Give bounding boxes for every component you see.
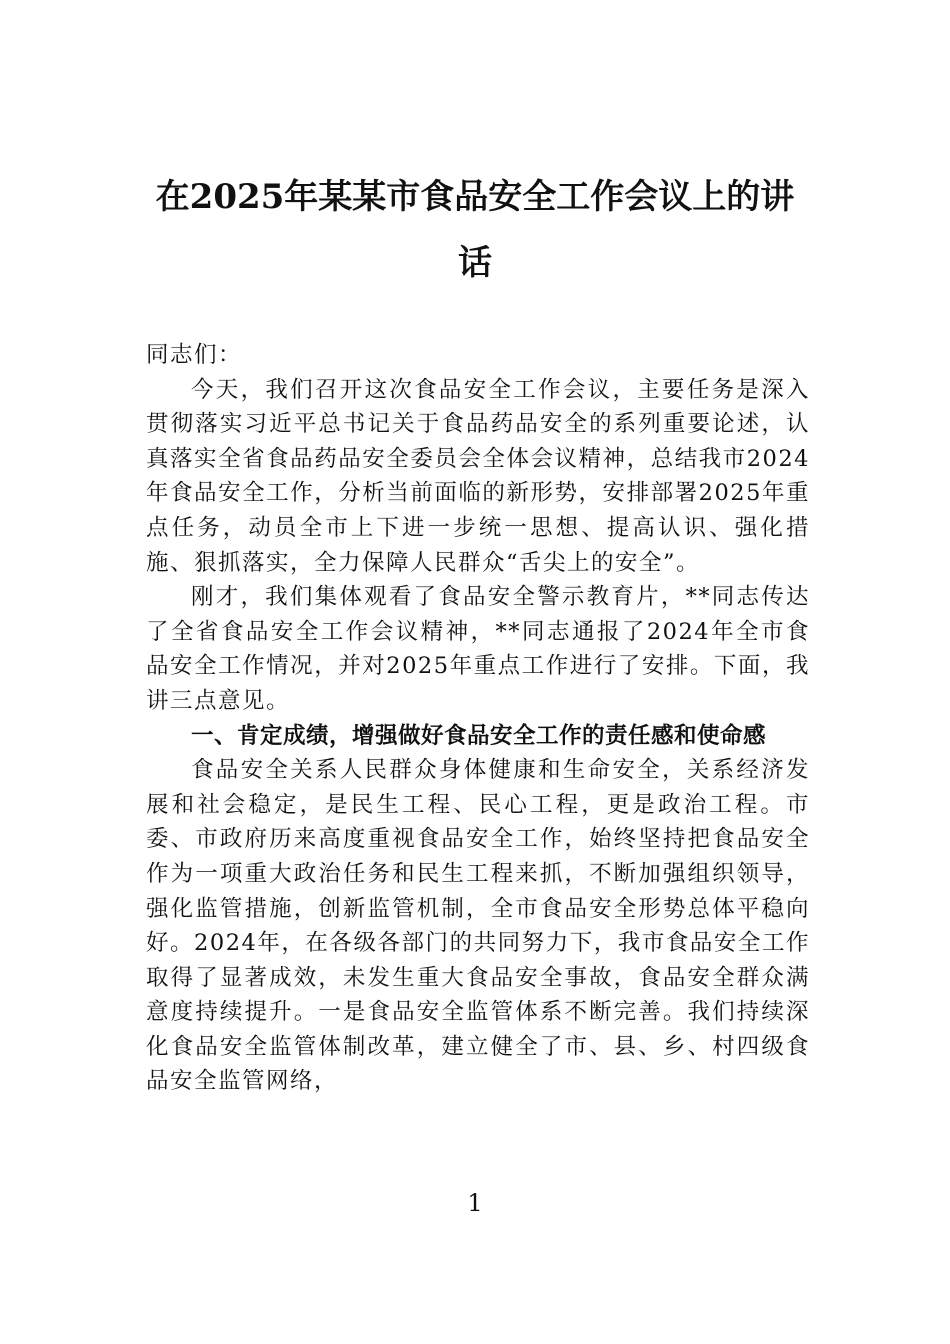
document-title: 在2025年某某市食品安全工作会议上的讲话	[155, 177, 795, 283]
paragraph-agenda: 刚才，我们集体观看了食品安全警示教育片，**同志传达了全省食品安全工作会议精神，**同志通报了2024年全市食品安全工作情况，并对2025年重点工作进行了安排。下面，我讲三点意见。	[146, 584, 810, 714]
salutation: 同志们：	[146, 342, 243, 368]
paragraph-intro: 今天，我们召开这次食品安全工作会议，主要任务是深入贯彻落实习近平总书记关于食品药品安全的系列重要论述，认真落实全省食品药品安全委员会全体会议精神，总结我市2024年食品安全工作，分析当前面临的新形势，安排部署2025年重点任务，动员全市上下进一步统一思想、提高认识、强化措施、狠抓落实，全力保障人民群众“舌尖上的安全”。	[146, 376, 810, 576]
document-body	[146, 338, 810, 1099]
section-paragraph: 食品安全关系人民群众身体健康和生命安全，关系经济发展和社会稳定，是民生工程、民心工程，更是政治工程。市委、市政府历来高度重视食品安全工作，始终坚持把食品安全作为一项重大政治任务和民生工程来抓，不断加强组织领导，强化监管措施，创新监管机制，全市食品安全形势总体平稳向好。2024年，在各级各部门的共同努力下，我市食品安全工作取得了显著成效，未发生重大食品安全事故，食品安全群众满意度持续提升。一是食品安全监管体系不断完善。我们持续深化食品安全监管体制改革，建立健全了市、县、乡、村四级食品安全监管网络，	[146, 757, 810, 1095]
section-heading: 一、肯定成绩，增强做好食品安全工作的责任感和使命感	[191, 722, 767, 749]
page-number: 1	[467, 1189, 483, 1217]
